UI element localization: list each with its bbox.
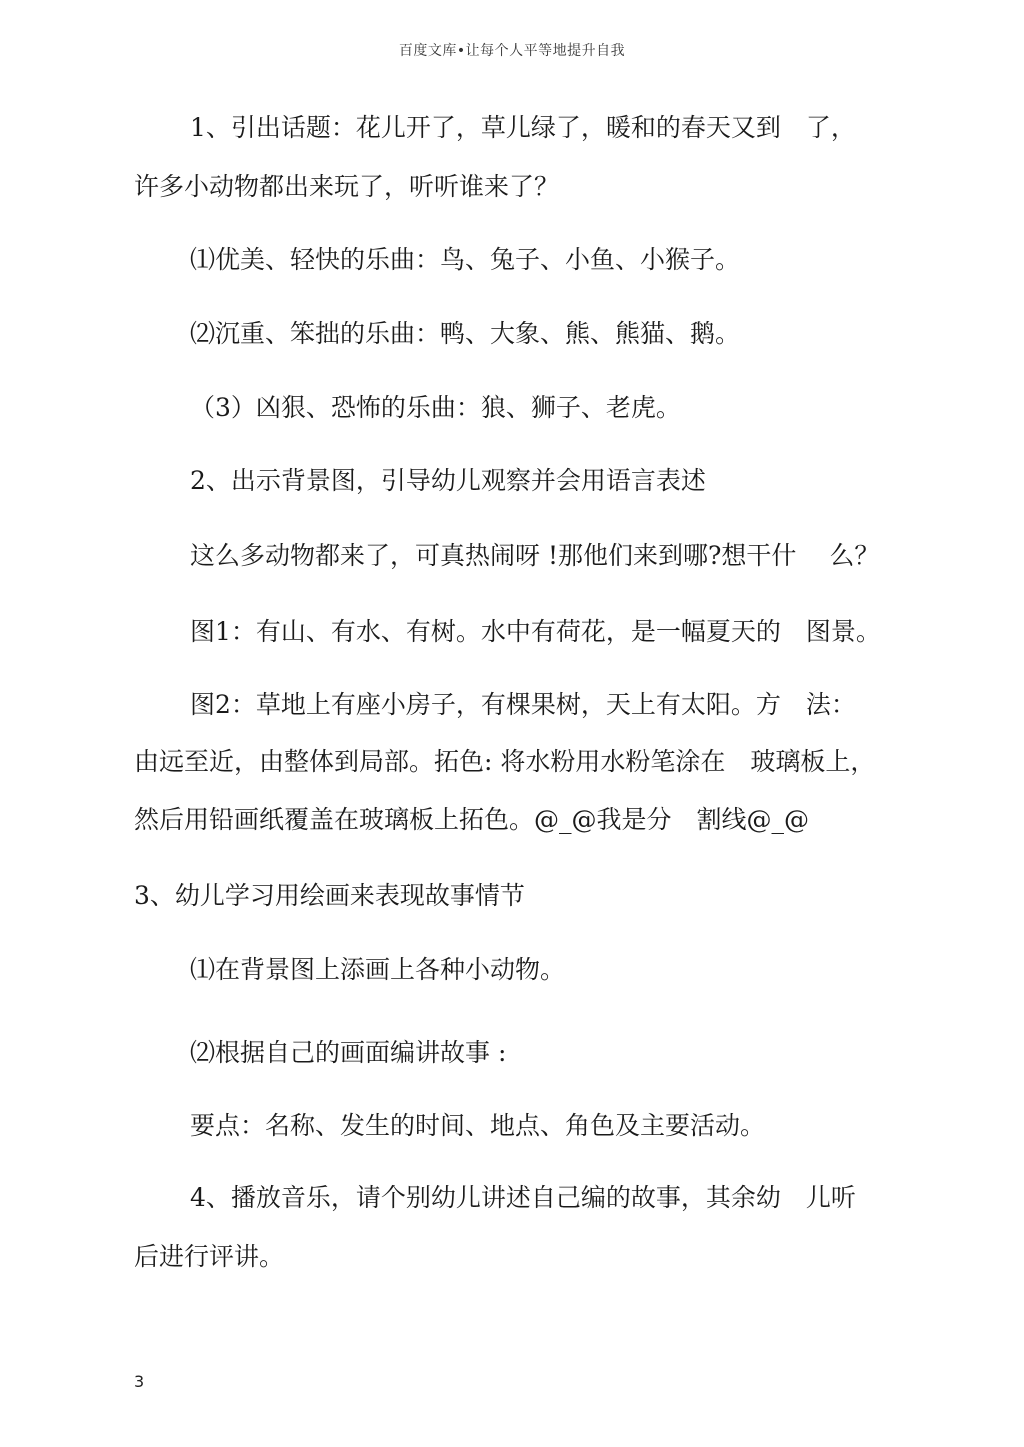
text-line: 要点：名称、发生的时间、地点、角色及主要活动。 <box>190 1111 766 1140</box>
text-line: 后进行评讲。 <box>134 1242 285 1271</box>
text-line: 2、出示背景图，引导幼儿观察并会用语言表述 <box>190 466 706 495</box>
text-line: ⑵根据自己的画面编讲故事 : <box>190 1038 507 1067</box>
text-line: 由远至近，由整体到局部。拓色: 将水粉用水粉笔涂在 玻璃板上， <box>134 747 876 776</box>
page-number: 3 <box>134 1372 145 1391</box>
text-line: ⑴优美、轻快的乐曲：鸟、兔子、小鱼、小猴子。 <box>190 245 741 274</box>
text-line: 许多小动物都出来玩了，听听谁来了？ <box>134 172 560 201</box>
text-line: （3）凶狠、恐怖的乐曲：狼、狮子、老虎。 <box>190 393 681 422</box>
text-line: ⑴在背景图上添画上各种小动物。 <box>190 955 566 984</box>
text-line: 图2：草地上有座小房子，有棵果树，天上有太阳。方 法： <box>190 690 856 719</box>
text-line: 1、引出话题：花儿开了，草儿绿了，暖和的春天又到 了， <box>190 113 856 142</box>
text-line: ⑵沉重、笨拙的乐曲：鸭、大象、熊、熊猫、鹅。 <box>190 319 741 348</box>
text-line: 这么多动物都来了，可真热闹呀 !那他们来到哪?想干什 么？ <box>190 541 880 570</box>
text-line: 然后用铅画纸覆盖在玻璃板上拓色。@_@我是分 割线@_@ <box>134 805 810 834</box>
page-header: 百度文库•让每个人平等地提升自我 <box>398 43 626 59</box>
text-line: 图1：有山、有水、有树。水中有荷花，是一幅夏天的 图景。 <box>190 617 881 646</box>
text-line: 3、幼儿学习用绘画来表现故事情节 <box>134 881 525 910</box>
text-line: 4、播放音乐，请个别幼儿讲述自己编的故事，其余幼 儿听 <box>190 1183 856 1212</box>
